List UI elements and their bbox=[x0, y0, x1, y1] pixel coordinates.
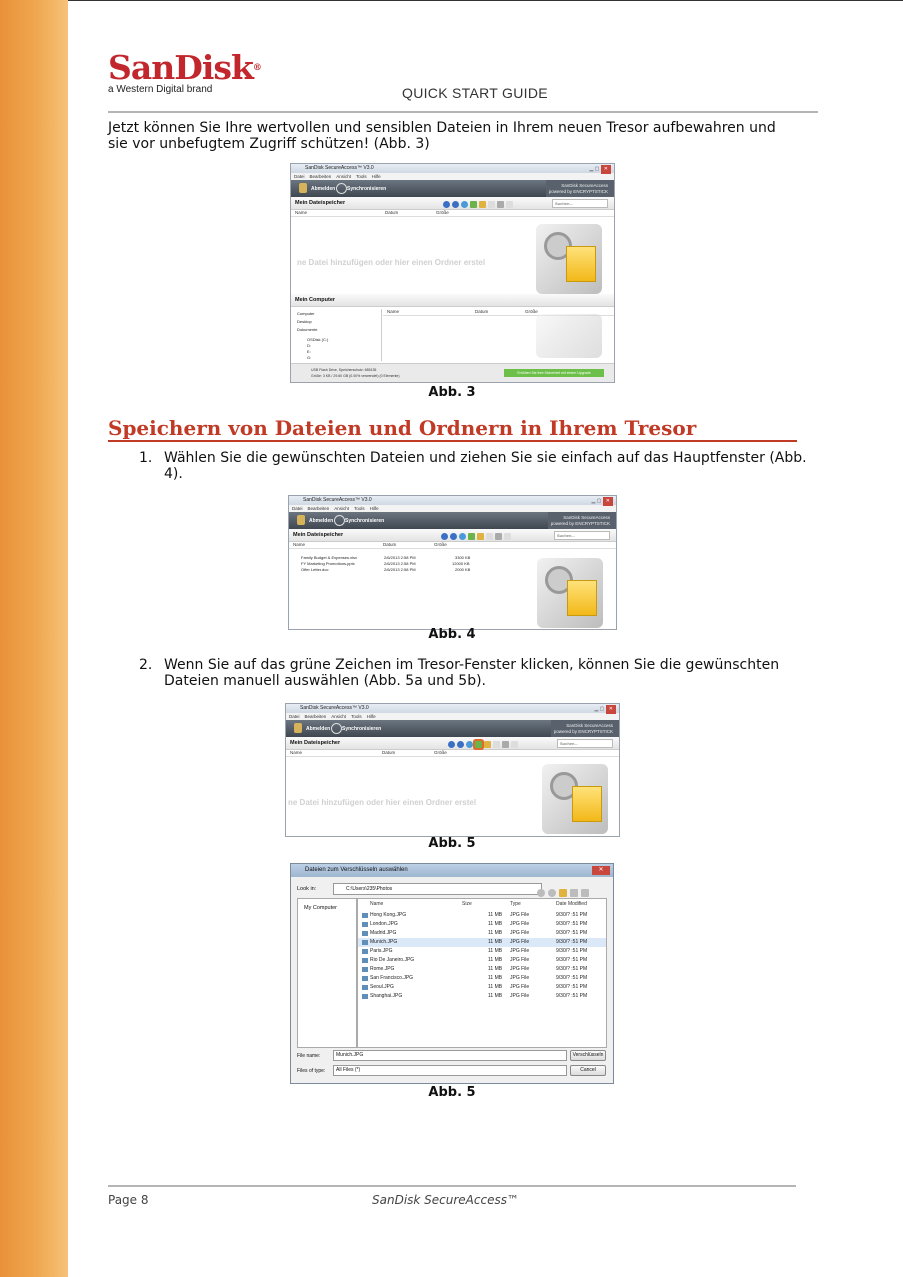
fig5a-window: SanDisk SecureAccess™ V3.0 ▁ ▢ ✕ Datei Bearbeiten Ansicht Tools Hilfe Abmelden Synchronisieren SanDisk SecureAccess powered by ENCRYPTSTICK Mein Dateispeicher Suchen... Name Datum Größe ne Datei hinzufügen oder hier einen Ordner erstel bbox=[285, 703, 620, 837]
up-icon[interactable] bbox=[548, 889, 556, 897]
file-row[interactable]: Family Budget & Expenses.xlsx bbox=[301, 555, 358, 560]
file-row[interactable]: San Francisco.JPG 11 MB JPG File 9/30/? :51 PM bbox=[358, 974, 606, 983]
menu-bearbeiten[interactable]: Bearbeiten bbox=[309, 174, 332, 179]
header-type[interactable]: Type bbox=[510, 901, 521, 907]
header-rule bbox=[108, 111, 818, 113]
look-in-label: Look in: bbox=[297, 886, 317, 892]
section-heading: Speichern von Dateien und Ordnern in Ihrem Tresor bbox=[108, 416, 697, 440]
dialog-titlebar bbox=[291, 864, 613, 877]
lock-icon[interactable] bbox=[294, 723, 302, 733]
place-my-computer[interactable]: My Computer bbox=[304, 905, 338, 911]
forward-icon[interactable] bbox=[452, 201, 459, 208]
safe-illustration bbox=[537, 558, 603, 628]
up-icon[interactable] bbox=[461, 201, 468, 208]
add-file-icon-highlighted[interactable] bbox=[475, 741, 482, 748]
places-panel bbox=[297, 898, 357, 1048]
tree-dokumente[interactable]: Dokumente bbox=[297, 327, 318, 332]
vault-columns bbox=[291, 210, 614, 217]
header-name[interactable]: Name bbox=[370, 901, 384, 907]
file-row[interactable]: Rome.JPG 11 MB JPG File 9/30/? :51 PM bbox=[358, 965, 606, 974]
sync-icon[interactable] bbox=[334, 515, 345, 526]
step1-text: Wählen Sie die gewünschten Dateien und ziehen Sie sie einfach auf das Hauptfenster (Abb. 4). bbox=[164, 450, 807, 482]
list-view-icon[interactable] bbox=[570, 889, 578, 897]
back-icon[interactable] bbox=[537, 889, 545, 897]
drive-illustration bbox=[536, 314, 602, 358]
file-type-label: Files of type: bbox=[297, 1068, 326, 1074]
tree-d[interactable]: D: bbox=[307, 343, 311, 348]
fig3-toolbar bbox=[291, 180, 614, 197]
col-size[interactable]: Größe bbox=[436, 210, 449, 215]
status-bar bbox=[291, 363, 614, 382]
footer-product: SanDisk SecureAccess™ bbox=[372, 1193, 519, 1207]
tree-g[interactable]: G: bbox=[307, 355, 312, 360]
sync-icon[interactable] bbox=[336, 183, 347, 194]
tree-e[interactable]: E: bbox=[307, 349, 311, 354]
file-row[interactable]: Madrid.JPG 11 MB JPG File 9/30/? :51 PM bbox=[358, 929, 606, 938]
file-type-select[interactable]: All Files (*) bbox=[333, 1065, 567, 1076]
search-input[interactable]: Suchen... bbox=[554, 531, 610, 540]
menu-datei[interactable]: Datei bbox=[294, 174, 305, 179]
step1-number: 1. bbox=[139, 450, 153, 466]
add-file-icon[interactable] bbox=[470, 201, 477, 208]
tree-desktop[interactable]: Desktop bbox=[297, 319, 312, 324]
fig4-window: SanDisk SecureAccess™ V3.0 ▁ ▢ ✕ Datei Bearbeiten Ansicht Tools Hilfe Abmelden Synchronisieren SanDisk SecureAccess powered by ENCRYPTSTICK Mein Dateispeicher Suchen... Name Datum Größe Family Budget & Expenses.xlsx 2/6/2013 2:58 PM 3300 KB FY Marketing Promotions.pptx 2/6/2013 2:58 PM 12000 KB Offer Letter.doc 2/6/2013 2:58 PM 2000 KB bbox=[288, 495, 617, 630]
search-input[interactable]: Suchen... bbox=[552, 199, 608, 208]
computer-title: Mein Computer bbox=[295, 297, 336, 303]
fig3-titlebar bbox=[291, 164, 614, 173]
vault-title: Mein Dateispeicher bbox=[295, 200, 346, 206]
new-folder-icon[interactable] bbox=[559, 889, 567, 897]
status-size: Größe: 3 KB / 29.60 GB (0.00% verwendet) (0 Elemente) bbox=[311, 374, 400, 378]
back-icon[interactable] bbox=[443, 201, 450, 208]
upgrade-button[interactable]: Erhöhen Sie Ihre Sicherheit mit einem Upgrade bbox=[504, 369, 604, 377]
drop-hint: ne Datei hinzufügen oder hier einen Ordner erstel bbox=[297, 258, 486, 267]
footer-rule bbox=[108, 1185, 796, 1187]
file-row[interactable]: Paris.JPG 11 MB JPG File 9/30/? :51 PM bbox=[358, 947, 606, 956]
fig3-menubar bbox=[291, 173, 614, 180]
logo-word: SanDisk bbox=[108, 48, 253, 87]
fig3-window-title: SanDisk SecureAccess™ V3.0 bbox=[305, 165, 374, 171]
cancel-button[interactable]: Cancel bbox=[570, 1065, 606, 1076]
col-name[interactable]: Name bbox=[295, 210, 308, 215]
file-row-selected[interactable]: Munich.JPG 11 MB JPG File 9/30/? :51 PM bbox=[358, 938, 606, 947]
left-orange-stripe bbox=[0, 0, 68, 1277]
brand-label: SanDisk SecureAccess powered by ENCRYPTSTICK bbox=[548, 183, 608, 194]
vault-panel-header bbox=[291, 197, 614, 210]
window-controls[interactable]: ▁ ▢ ✕ bbox=[594, 705, 616, 714]
sandisk-logo bbox=[108, 50, 261, 95]
folder-tree bbox=[293, 309, 382, 361]
file-row[interactable]: Rio De Janeiro.JPG 11 MB JPG File 9/30/? :51 PM bbox=[358, 956, 606, 965]
file-row[interactable]: FY Marketing Promotions.pptx bbox=[301, 561, 355, 566]
window-controls[interactable]: ▁ ▢ ✕ bbox=[589, 165, 611, 174]
computer-panel-header bbox=[291, 294, 614, 307]
logout-button[interactable]: Abmelden bbox=[311, 186, 336, 192]
fig5a-caption: Abb. 5 bbox=[428, 836, 476, 851]
file-name-input[interactable]: Munich.JPG bbox=[333, 1050, 567, 1061]
file-row[interactable]: Offer Letter.doc bbox=[301, 567, 329, 572]
cut-icon[interactable] bbox=[497, 201, 504, 208]
intro-line-1: Jetzt können Sie Ihre wertvollen und sensiblen Dateien in Ihrem neuen Tresor aufbewahren und bbox=[108, 120, 776, 136]
dialog-title: Dateien zum Verschlüsseln auswählen bbox=[305, 867, 408, 873]
menu-hilfe[interactable]: Hilfe bbox=[371, 174, 381, 179]
header-size[interactable]: Size bbox=[462, 901, 472, 907]
sync-icon[interactable] bbox=[331, 723, 342, 734]
lock-icon[interactable] bbox=[297, 515, 305, 525]
top-rule bbox=[68, 0, 903, 1]
encrypt-button[interactable]: Verschlüsseln bbox=[570, 1050, 606, 1061]
logo-subtitle: a Western Digital brand bbox=[108, 84, 213, 95]
search-input[interactable]: Suchen... bbox=[557, 739, 613, 748]
step2-text: Wenn Sie auf das grüne Zeichen im Tresor-Fenster klicken, können Sie die gewünschten Dateien manuell auswählen (Abb. 5a und 5b). bbox=[164, 657, 780, 689]
page-number: Page 8 bbox=[108, 1193, 149, 1207]
safe-illustration bbox=[536, 224, 602, 294]
fig5b-caption: Abb. 5 bbox=[428, 1085, 476, 1100]
logo-registered: ® bbox=[252, 63, 261, 73]
computer-columns: Name Datum Größe bbox=[383, 309, 614, 316]
file-row[interactable]: Seoul.JPG 11 MB JPG File 9/30/? :51 PM bbox=[358, 983, 606, 992]
menu-tools[interactable]: Tools bbox=[356, 174, 367, 179]
close-icon[interactable]: ✕ bbox=[592, 866, 610, 875]
fig4-caption: Abb. 4 bbox=[428, 627, 476, 642]
fig3-window bbox=[290, 163, 615, 383]
file-dialog bbox=[290, 863, 614, 1084]
sync-button[interactable]: Synchronisieren bbox=[347, 186, 387, 192]
paste-icon[interactable] bbox=[506, 201, 513, 208]
tree-computer[interactable]: Computer bbox=[297, 311, 315, 316]
file-list bbox=[357, 898, 607, 1048]
window-controls[interactable]: ▁ ▢ ✕ bbox=[591, 497, 613, 506]
file-name-label: File name: bbox=[297, 1053, 321, 1059]
file-row[interactable]: Shanghai.JPG 11 MB JPG File 9/30/? :51 PM bbox=[358, 992, 606, 1001]
file-row[interactable]: Hong Kong.JPG 11 MB JPG File 9/30/? :51 PM bbox=[358, 911, 606, 920]
detail-view-icon[interactable] bbox=[581, 889, 589, 897]
intro-paragraph bbox=[108, 120, 776, 152]
guide-title: QUICK START GUIDE bbox=[402, 85, 548, 101]
fig3-caption: Abb. 3 bbox=[428, 385, 476, 400]
safe-illustration bbox=[542, 764, 608, 834]
add-folder-icon[interactable] bbox=[479, 201, 486, 208]
copy-icon[interactable] bbox=[488, 201, 495, 208]
file-row[interactable]: London.JPG 11 MB JPG File 9/30/? :51 PM bbox=[358, 920, 606, 929]
lock-icon[interactable] bbox=[299, 183, 307, 193]
step2-number: 2. bbox=[139, 657, 153, 673]
col-date[interactable]: Datum bbox=[385, 210, 399, 215]
status-drive: USB Flash Drive, Speicherschutz: 685135 bbox=[311, 368, 377, 372]
intro-line-2: sie vor unbefugtem Zugriff schützen! (Abb. 3) bbox=[108, 136, 430, 152]
tree-osdisk[interactable]: OSDisk (C:) bbox=[307, 337, 329, 342]
header-date[interactable]: Date Modified bbox=[556, 901, 587, 907]
look-in-combo[interactable]: C:\Users\235\Photos bbox=[333, 883, 542, 895]
menu-ansicht[interactable]: Ansicht bbox=[336, 174, 352, 179]
section-rule bbox=[108, 440, 797, 442]
